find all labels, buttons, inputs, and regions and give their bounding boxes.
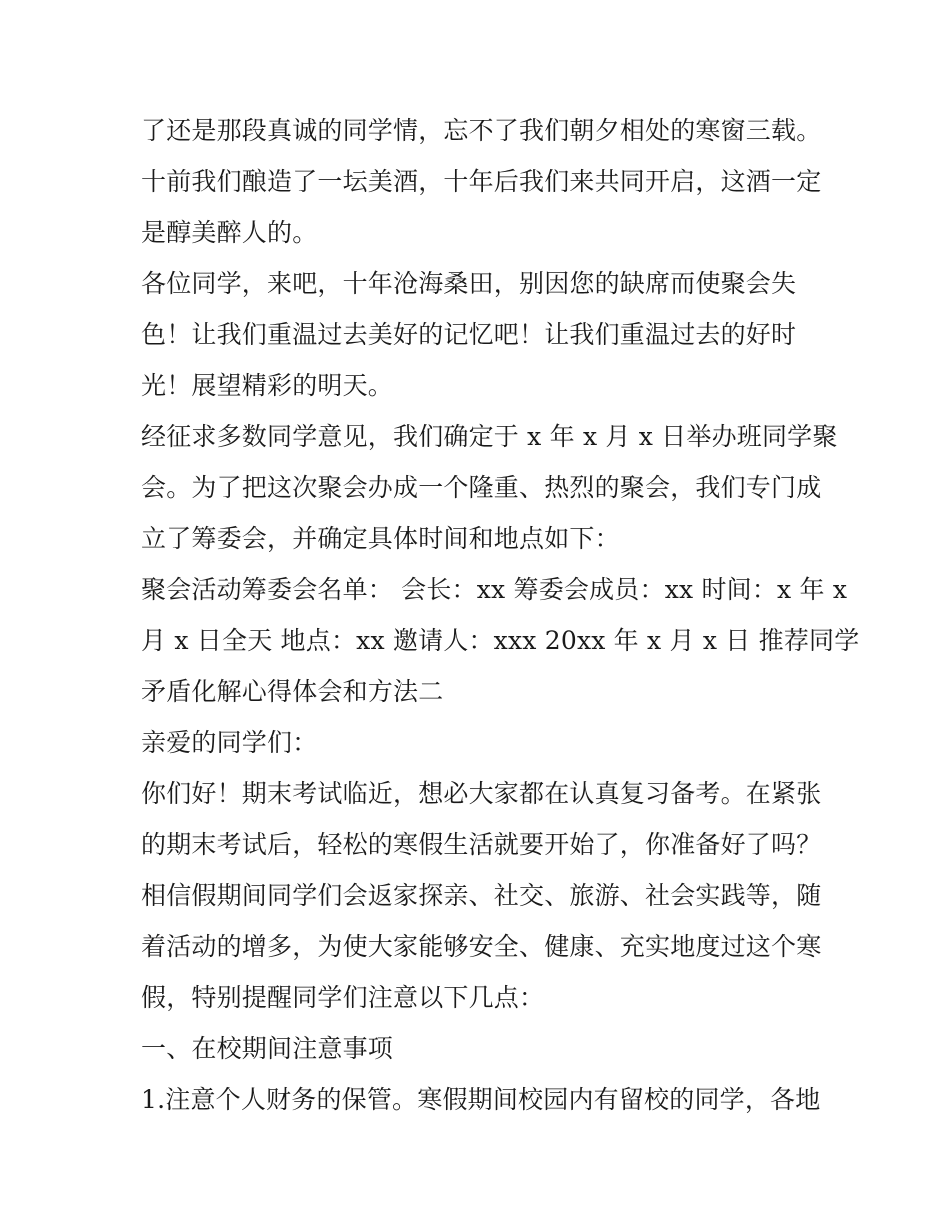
text-line: 经征求多数同学意见，我们确定于 x 年 x 月 x 日举办班同学聚 xyxy=(141,422,838,451)
list-item: 1.注意个人财务的保管。寒假期间校园内有留校的同学，各地 xyxy=(141,1085,821,1114)
text-line: 聚会活动筹委会名单： 会长：xx 筹委会成员：xx 时间：x 年 x xyxy=(141,575,848,604)
text-line: 月 x 日全天 地点：xx 邀请人：xxx 20xx 年 x 月 x 日 推荐同学 xyxy=(141,626,860,655)
subsection-heading: 一、在校期间注意事项 xyxy=(141,1034,394,1063)
text-line: 会。为了把这次聚会办成一个隆重、热烈的聚会，我们专门成 xyxy=(141,473,822,502)
text-line: 你们好！期末考试临近，想必大家都在认真复习备考。在紧张 xyxy=(141,779,822,808)
text-line: 立了筹委会，并确定具体时间和地点如下： xyxy=(141,524,620,553)
text-line: 光！展望精彩的明天。 xyxy=(141,371,394,400)
text-line: 相信假期间同学们会返家探亲、社交、旅游、社会实践等，随 xyxy=(141,881,822,910)
text-line: 假，特别提醒同学们注意以下几点： xyxy=(141,983,545,1012)
text-line: 是醇美醉人的。 xyxy=(141,218,318,247)
text-line: 色！让我们重温过去美好的记忆吧！让我们重温过去的好时 xyxy=(141,320,797,349)
salutation: 亲爱的同学们： xyxy=(141,728,318,757)
section-heading: 矛盾化解心得体会和方法二 xyxy=(141,677,444,706)
text-line: 的期末考试后，轻松的寒假生活就要开始了，你准备好了吗？ xyxy=(141,830,822,859)
text-line: 十前我们酿造了一坛美酒，十年后我们来共同开启，这酒一定 xyxy=(141,167,822,196)
text-line: 着活动的增多，为使大家能够安全、健康、充实地度过这个寒 xyxy=(141,932,822,961)
text-line: 各位同学，来吧，十年沧海桑田，别因您的缺席而使聚会失 xyxy=(141,269,797,298)
document-body xyxy=(141,105,860,1125)
text-line: 了还是那段真诚的同学情，忘不了我们朝夕相处的寒窗三载。 xyxy=(141,116,822,145)
